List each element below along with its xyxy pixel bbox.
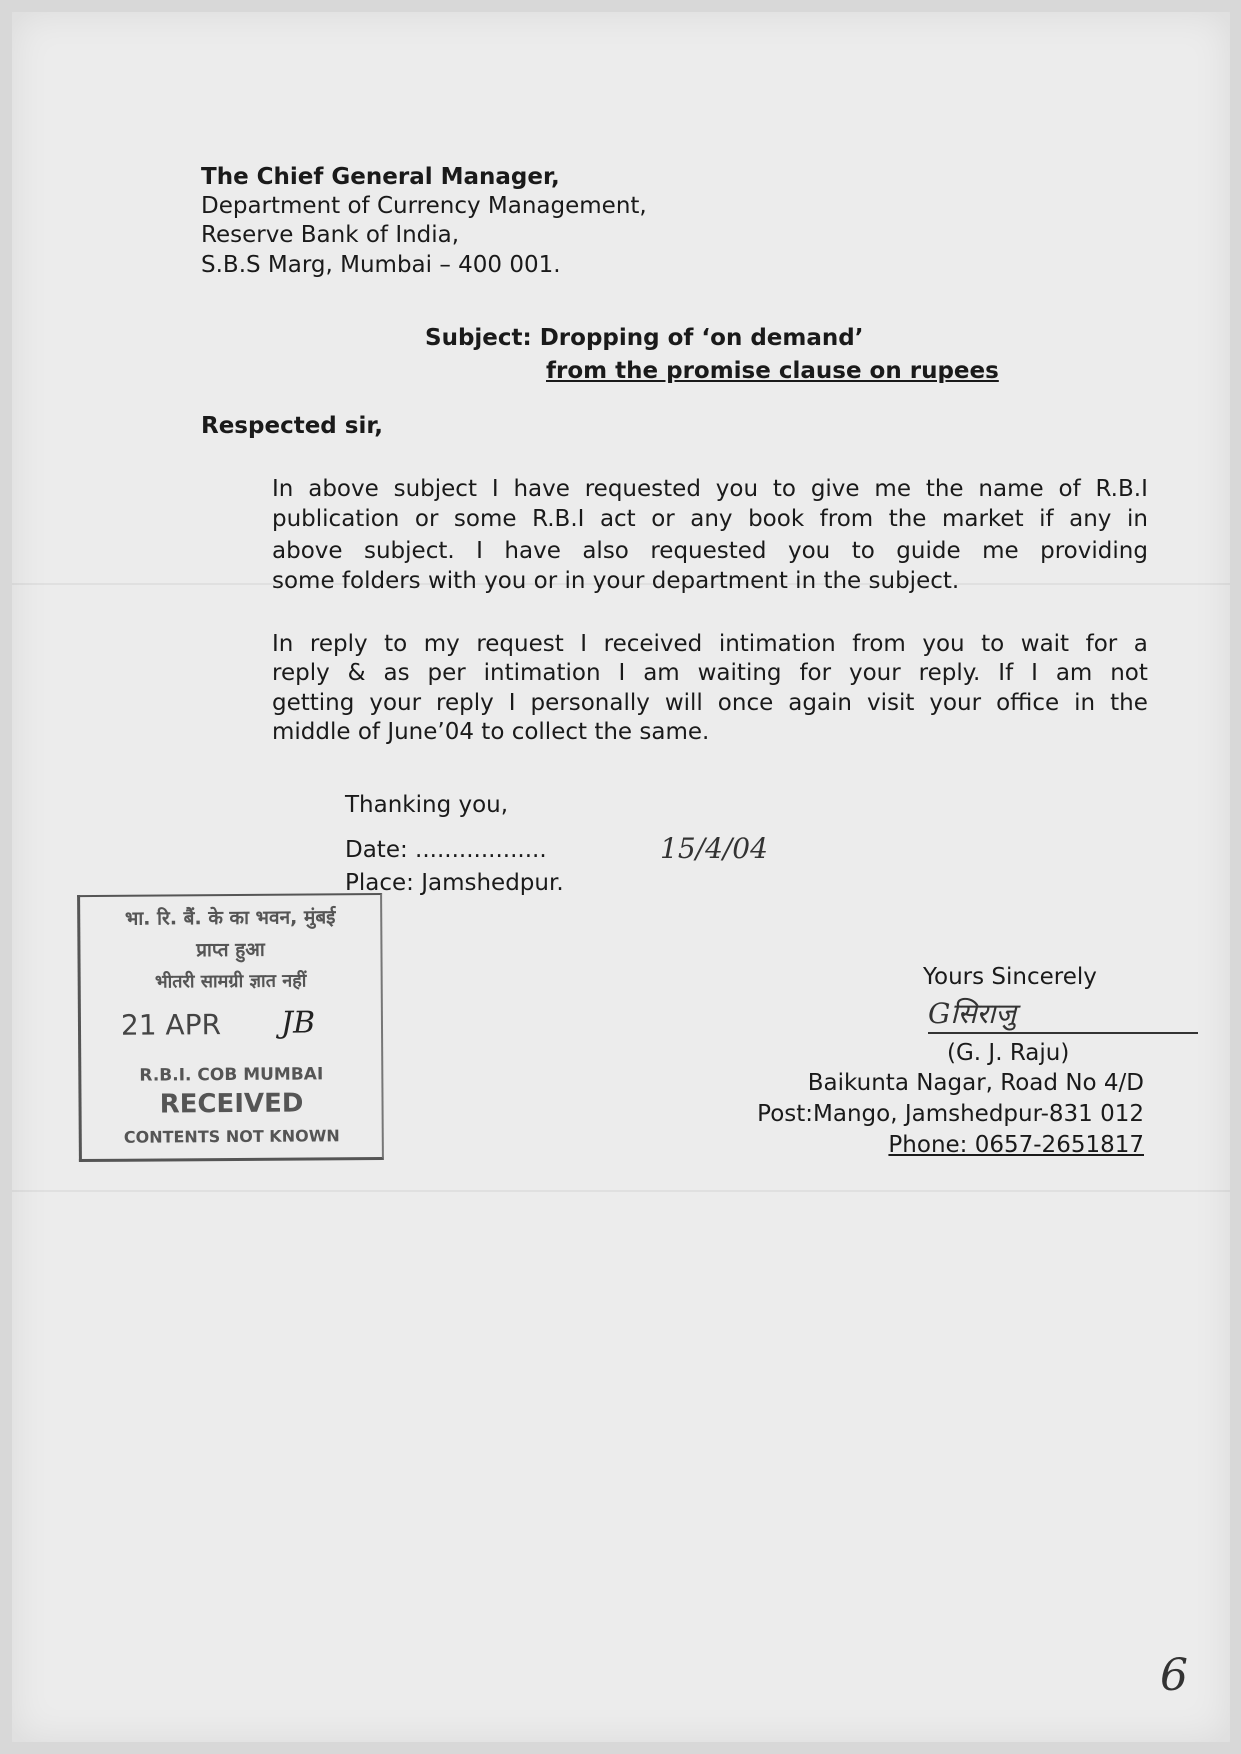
stamp-received: RECEIVED <box>159 1088 304 1120</box>
stamp-hindi-line-2: प्राप्त हुआ <box>196 938 265 962</box>
para1-line <box>272 536 1148 566</box>
word: some <box>453 506 517 532</box>
word: I <box>508 690 516 716</box>
recipient-org: Reserve Bank of India, <box>201 222 460 248</box>
word: guide <box>896 538 961 564</box>
word: a <box>1133 631 1148 657</box>
word: am <box>1055 660 1093 686</box>
word: again <box>788 690 852 716</box>
stamp-hindi-line-3: भीतरी सामग्री ज्ञात नहीं <box>154 970 307 993</box>
phone: Phone: 0657-2651817 <box>888 1132 1144 1158</box>
word: in <box>1074 690 1096 716</box>
received-stamp <box>77 893 384 1162</box>
word: subject. <box>364 538 455 564</box>
signer-name: (G. J. Raju) <box>947 1040 1070 1066</box>
word: In <box>272 476 294 502</box>
handwritten-date: 15/4/04 <box>660 832 768 865</box>
word: or <box>651 506 675 532</box>
para1-line <box>272 474 1148 504</box>
para2-line: middle of June’04 to collect the same. <box>272 719 710 745</box>
para1-line: some folders with you or in your department in the subject. <box>272 568 960 594</box>
address-line-1: Baikunta Nagar, Road No 4/D <box>807 1070 1144 1096</box>
word: In <box>272 631 294 657</box>
recipient-address: S.B.S Marg, Mumbai – 400 001. <box>201 252 561 278</box>
stamp-rbi-line: R.B.I. COB MUMBAI <box>139 1064 324 1086</box>
word: the <box>1110 690 1148 716</box>
word: requested <box>584 476 701 502</box>
word: reply <box>436 690 494 716</box>
word: wait <box>1020 631 1070 657</box>
para1-line <box>272 504 1148 534</box>
word: any <box>690 506 733 532</box>
stamp-date: 21 APR <box>120 1008 222 1042</box>
word: to <box>981 631 1005 657</box>
word: visit <box>866 690 915 716</box>
word: providing <box>1040 538 1148 564</box>
word: to <box>851 538 875 564</box>
word: for <box>1085 631 1118 657</box>
word: me <box>874 476 911 502</box>
word: my <box>423 631 460 657</box>
thanks: Thanking you, <box>345 792 509 818</box>
letter-page <box>12 12 1230 1742</box>
para2-line <box>272 629 1148 659</box>
word: once <box>717 690 774 716</box>
page-number: 6 <box>1160 1650 1188 1701</box>
word: R.B.I <box>1095 476 1148 502</box>
word: as <box>383 660 410 686</box>
word: your <box>848 660 901 686</box>
word: R.B.I <box>532 506 585 532</box>
word: I <box>476 538 483 564</box>
word: received <box>603 631 703 657</box>
word: If <box>998 660 1014 686</box>
word: above <box>272 538 343 564</box>
signature: Gसिराजु <box>928 996 1198 1034</box>
word: for <box>799 660 832 686</box>
salutation: Respected sir, <box>201 413 384 439</box>
word: I <box>618 660 626 686</box>
word: am <box>643 660 680 686</box>
word: reply. <box>918 660 981 686</box>
word: I <box>580 631 588 657</box>
paper-fold <box>12 1190 1230 1192</box>
word: from <box>852 631 906 657</box>
word: me <box>982 538 1019 564</box>
word: any <box>1069 506 1112 532</box>
stamp-contents-not-known: CONTENTS NOT KNOWN <box>123 1126 340 1147</box>
word: market <box>941 506 1024 532</box>
word: also <box>582 538 629 564</box>
date-label: Date: .................. <box>345 837 547 863</box>
word: have <box>513 476 570 502</box>
word: & <box>347 660 366 686</box>
word: I <box>1031 660 1038 686</box>
recipient-title: The Chief General Manager, <box>201 164 560 190</box>
word: subject <box>393 476 477 502</box>
word: book <box>748 506 805 532</box>
address-line-2: Post:Mango, Jamshedpur-831 012 <box>757 1101 1144 1127</box>
word: to <box>384 631 408 657</box>
word: request <box>476 631 564 657</box>
valediction: Yours Sincerely <box>923 964 1097 990</box>
word: the <box>888 506 927 532</box>
para2-line <box>272 688 1148 718</box>
word: not <box>1110 660 1148 686</box>
para2-line <box>272 658 1148 688</box>
word: your <box>369 690 422 716</box>
word: requested <box>650 538 767 564</box>
stamp-hindi-line-1: भा. रि. बैं. के का भवन, मुंबई <box>124 906 336 930</box>
word: of <box>1058 476 1081 502</box>
word: personally <box>530 690 650 716</box>
word: have <box>504 538 561 564</box>
word: name <box>978 476 1044 502</box>
word: getting <box>272 690 355 716</box>
word: reply <box>272 660 330 686</box>
word: or <box>414 506 439 532</box>
subject-line-2: from the promise clause on rupees <box>546 358 999 384</box>
word: will <box>664 690 703 716</box>
word: your <box>929 690 982 716</box>
word: I <box>491 476 499 502</box>
word: publication <box>272 506 400 532</box>
recipient-department: Department of Currency Management, <box>201 193 647 219</box>
word: you <box>788 538 831 564</box>
word: if <box>1039 506 1054 532</box>
word: to <box>772 476 796 502</box>
word: per <box>427 660 466 686</box>
word: office <box>996 690 1060 716</box>
word: you <box>922 631 965 657</box>
word: above <box>308 476 379 502</box>
word: you <box>715 476 759 502</box>
word: act <box>599 506 636 532</box>
word: the <box>925 476 964 502</box>
word: reply <box>309 631 368 657</box>
word: intimation <box>718 631 836 657</box>
word: in <box>1126 506 1148 532</box>
word: intimation <box>483 660 601 686</box>
place: Place: Jamshedpur. <box>345 870 564 896</box>
word: waiting <box>697 660 782 686</box>
word: from <box>819 506 874 532</box>
stamp-initials: JB <box>280 1005 316 1041</box>
word: give <box>810 476 860 502</box>
subject-line-1: Subject: Dropping of ‘on demand’ <box>425 325 864 351</box>
